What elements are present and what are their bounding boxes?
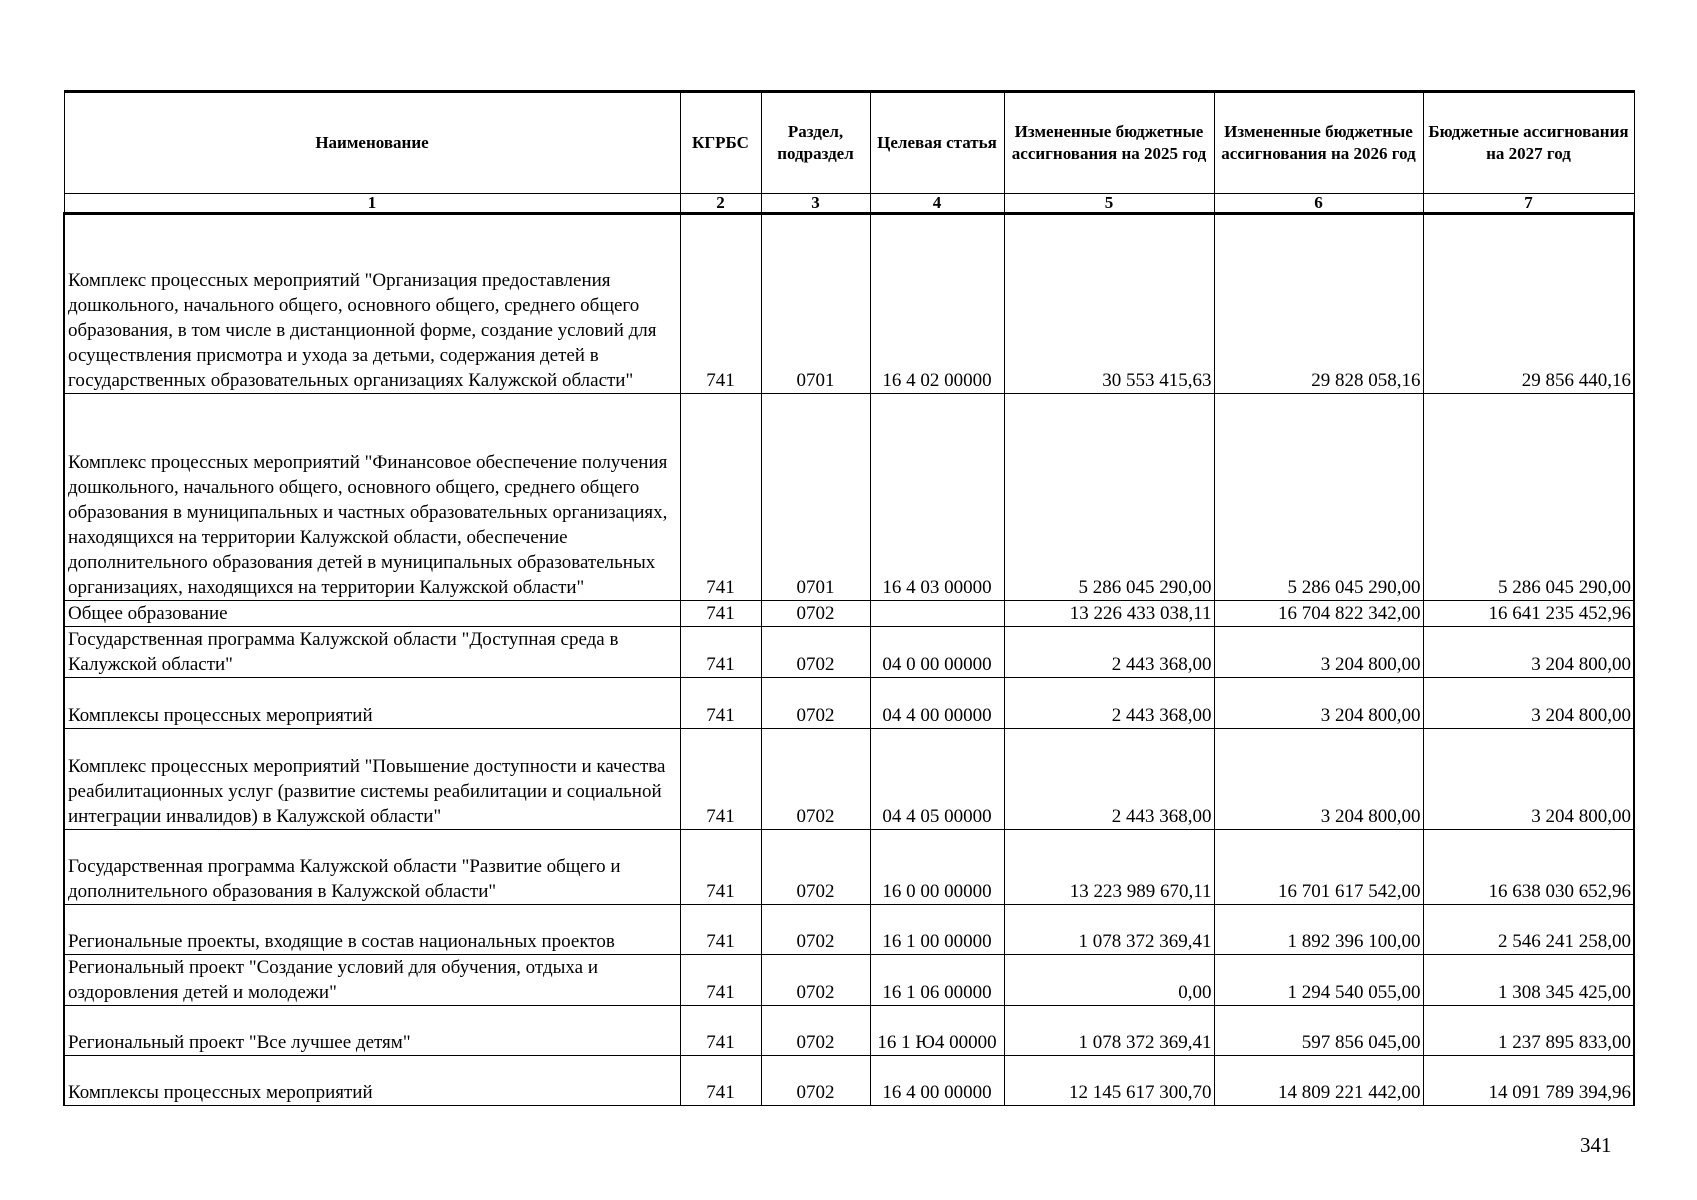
row-amount-2027: 3 204 800,00 bbox=[1423, 678, 1634, 729]
row-name: Региональный проект "Все лучшее детям" bbox=[64, 1006, 680, 1056]
column-number: 6 bbox=[1214, 194, 1423, 214]
table-row bbox=[64, 214, 1634, 394]
row-amount-2026: 3 204 800,00 bbox=[1214, 729, 1423, 830]
row-amount-2027: 16 638 030 652,96 bbox=[1423, 830, 1634, 905]
row-name: Общее образование bbox=[64, 601, 680, 627]
row-section: 0702 bbox=[761, 729, 870, 830]
row-amount-2026: 597 856 045,00 bbox=[1214, 1006, 1423, 1056]
row-kgrbs: 741 bbox=[680, 1006, 761, 1056]
header-2026: Измененные бюджетные ассигнования на 2026 год bbox=[1214, 92, 1423, 194]
row-kgrbs: 741 bbox=[680, 830, 761, 905]
table-row bbox=[64, 601, 1634, 627]
row-section: 0701 bbox=[761, 394, 870, 601]
row-kgrbs: 741 bbox=[680, 905, 761, 955]
row-target: 04 0 00 00000 bbox=[870, 627, 1004, 678]
header-section: Раздел, подраздел bbox=[761, 92, 870, 194]
column-number: 3 bbox=[761, 194, 870, 214]
row-amount-2027: 16 641 235 452,96 bbox=[1423, 601, 1634, 627]
row-amount-2025: 5 286 045 290,00 bbox=[1004, 394, 1214, 601]
row-section: 0702 bbox=[761, 955, 870, 1006]
row-name: Государственная программа Калужской области "Развитие общего и дополнительного образования в Калужской области" bbox=[64, 830, 680, 905]
table-row bbox=[64, 627, 1634, 678]
column-number: 7 bbox=[1423, 194, 1634, 214]
row-amount-2026: 14 809 221 442,00 bbox=[1214, 1056, 1423, 1106]
row-target: 04 4 05 00000 bbox=[870, 729, 1004, 830]
row-amount-2026: 5 286 045 290,00 bbox=[1214, 394, 1423, 601]
row-amount-2025: 13 223 989 670,11 bbox=[1004, 830, 1214, 905]
row-name: Региональный проект "Создание условий для обучения, отдыха и оздоровления детей и молодежи" bbox=[64, 955, 680, 1006]
row-amount-2025: 2 443 368,00 bbox=[1004, 627, 1214, 678]
row-kgrbs: 741 bbox=[680, 394, 761, 601]
row-name: Комплекс процессных мероприятий "Финансовое обеспечение получения дошкольного, начального общего, основного общего, среднего общего образования в муниципальных и частных образовательных организациях, находящихся на территории Калужской области, обеспечение дополнительного образования детей в муниципальных образовательных организациях, находящихся на территории Калужской области" bbox=[64, 394, 680, 601]
row-amount-2026: 29 828 058,16 bbox=[1214, 214, 1423, 394]
row-amount-2026: 16 701 617 542,00 bbox=[1214, 830, 1423, 905]
row-target: 16 1 Ю4 00000 bbox=[870, 1006, 1004, 1056]
row-amount-2026: 1 294 540 055,00 bbox=[1214, 955, 1423, 1006]
row-section: 0702 bbox=[761, 627, 870, 678]
table-row bbox=[64, 830, 1634, 905]
row-amount-2026: 3 204 800,00 bbox=[1214, 627, 1423, 678]
page-number: 341 bbox=[1580, 1133, 1612, 1157]
row-section: 0702 bbox=[761, 601, 870, 627]
header-name: Наименование bbox=[64, 92, 680, 194]
row-amount-2026: 3 204 800,00 bbox=[1214, 678, 1423, 729]
table-row bbox=[64, 905, 1634, 955]
row-target: 16 1 06 00000 bbox=[870, 955, 1004, 1006]
header-2025: Измененные бюджетные ассигнования на 2025 год bbox=[1004, 92, 1214, 194]
row-kgrbs: 741 bbox=[680, 955, 761, 1006]
row-section: 0702 bbox=[761, 1056, 870, 1106]
row-target: 04 4 00 00000 bbox=[870, 678, 1004, 729]
row-amount-2027: 14 091 789 394,96 bbox=[1423, 1056, 1634, 1106]
row-kgrbs: 741 bbox=[680, 678, 761, 729]
row-amount-2027: 1 237 895 833,00 bbox=[1423, 1006, 1634, 1056]
row-amount-2027: 1 308 345 425,00 bbox=[1423, 955, 1634, 1006]
row-amount-2025: 1 078 372 369,41 bbox=[1004, 1006, 1214, 1056]
row-amount-2027: 2 546 241 258,00 bbox=[1423, 905, 1634, 955]
row-name: Комплекс процессных мероприятий "Организация предоставления дошкольного, начального общего, основного общего, среднего общего образования, в том числе в дистанционной форме, создание условий для осуществления присмотра и ухода за детьми, содержания детей в государственных образовательных организациях Калужской области" bbox=[64, 214, 680, 394]
row-target: 16 1 00 00000 bbox=[870, 905, 1004, 955]
table-row bbox=[64, 1006, 1634, 1056]
row-amount-2027: 29 856 440,16 bbox=[1423, 214, 1634, 394]
table-body bbox=[64, 214, 1634, 1106]
column-number: 2 bbox=[680, 194, 761, 214]
row-kgrbs: 741 bbox=[680, 729, 761, 830]
row-amount-2025: 0,00 bbox=[1004, 955, 1214, 1006]
table-row bbox=[64, 1056, 1634, 1106]
row-amount-2025: 1 078 372 369,41 bbox=[1004, 905, 1214, 955]
row-section: 0702 bbox=[761, 1006, 870, 1056]
row-kgrbs: 741 bbox=[680, 1056, 761, 1106]
row-kgrbs: 741 bbox=[680, 601, 761, 627]
column-number: 5 bbox=[1004, 194, 1214, 214]
column-number: 4 bbox=[870, 194, 1004, 214]
row-section: 0701 bbox=[761, 214, 870, 394]
row-section: 0702 bbox=[761, 678, 870, 729]
row-amount-2025: 2 443 368,00 bbox=[1004, 678, 1214, 729]
row-target: 16 4 03 00000 bbox=[870, 394, 1004, 601]
table-row bbox=[64, 394, 1634, 601]
row-amount-2025: 12 145 617 300,70 bbox=[1004, 1056, 1214, 1106]
row-amount-2027: 3 204 800,00 bbox=[1423, 627, 1634, 678]
header-kgrbs: КГРБС bbox=[680, 92, 761, 194]
header-row bbox=[64, 92, 1634, 194]
row-target bbox=[870, 601, 1004, 627]
row-amount-2027: 3 204 800,00 bbox=[1423, 729, 1634, 830]
row-kgrbs: 741 bbox=[680, 627, 761, 678]
row-section: 0702 bbox=[761, 830, 870, 905]
row-amount-2026: 16 704 822 342,00 bbox=[1214, 601, 1423, 627]
row-target: 16 4 00 00000 bbox=[870, 1056, 1004, 1106]
row-name: Комплекс процессных мероприятий "Повышение доступности и качества реабилитационных услуг (развитие системы реабилитации и социальной интеграции инвалидов) в Калужской области" bbox=[64, 729, 680, 830]
table-row bbox=[64, 729, 1634, 830]
row-name: Комплексы процессных мероприятий bbox=[64, 1056, 680, 1106]
row-name: Региональные проекты, входящие в состав национальных проектов bbox=[64, 905, 680, 955]
row-target: 16 4 02 00000 bbox=[870, 214, 1004, 394]
column-number: 1 bbox=[64, 194, 680, 214]
row-amount-2025: 13 226 433 038,11 bbox=[1004, 601, 1214, 627]
row-amount-2027: 5 286 045 290,00 bbox=[1423, 394, 1634, 601]
column-number-row bbox=[64, 194, 1634, 214]
row-amount-2026: 1 892 396 100,00 bbox=[1214, 905, 1423, 955]
table-row bbox=[64, 678, 1634, 729]
table-row bbox=[64, 955, 1634, 1006]
header-target: Целевая статья bbox=[870, 92, 1004, 194]
row-section: 0702 bbox=[761, 905, 870, 955]
row-kgrbs: 741 bbox=[680, 214, 761, 394]
row-amount-2025: 2 443 368,00 bbox=[1004, 729, 1214, 830]
header-2027: Бюджетные ассигнования на 2027 год bbox=[1423, 92, 1634, 194]
row-target: 16 0 00 00000 bbox=[870, 830, 1004, 905]
budget-table bbox=[63, 90, 1635, 1106]
row-name: Комплексы процессных мероприятий bbox=[64, 678, 680, 729]
row-name: Государственная программа Калужской области "Доступная среда в Калужской области" bbox=[64, 627, 680, 678]
row-amount-2025: 30 553 415,63 bbox=[1004, 214, 1214, 394]
